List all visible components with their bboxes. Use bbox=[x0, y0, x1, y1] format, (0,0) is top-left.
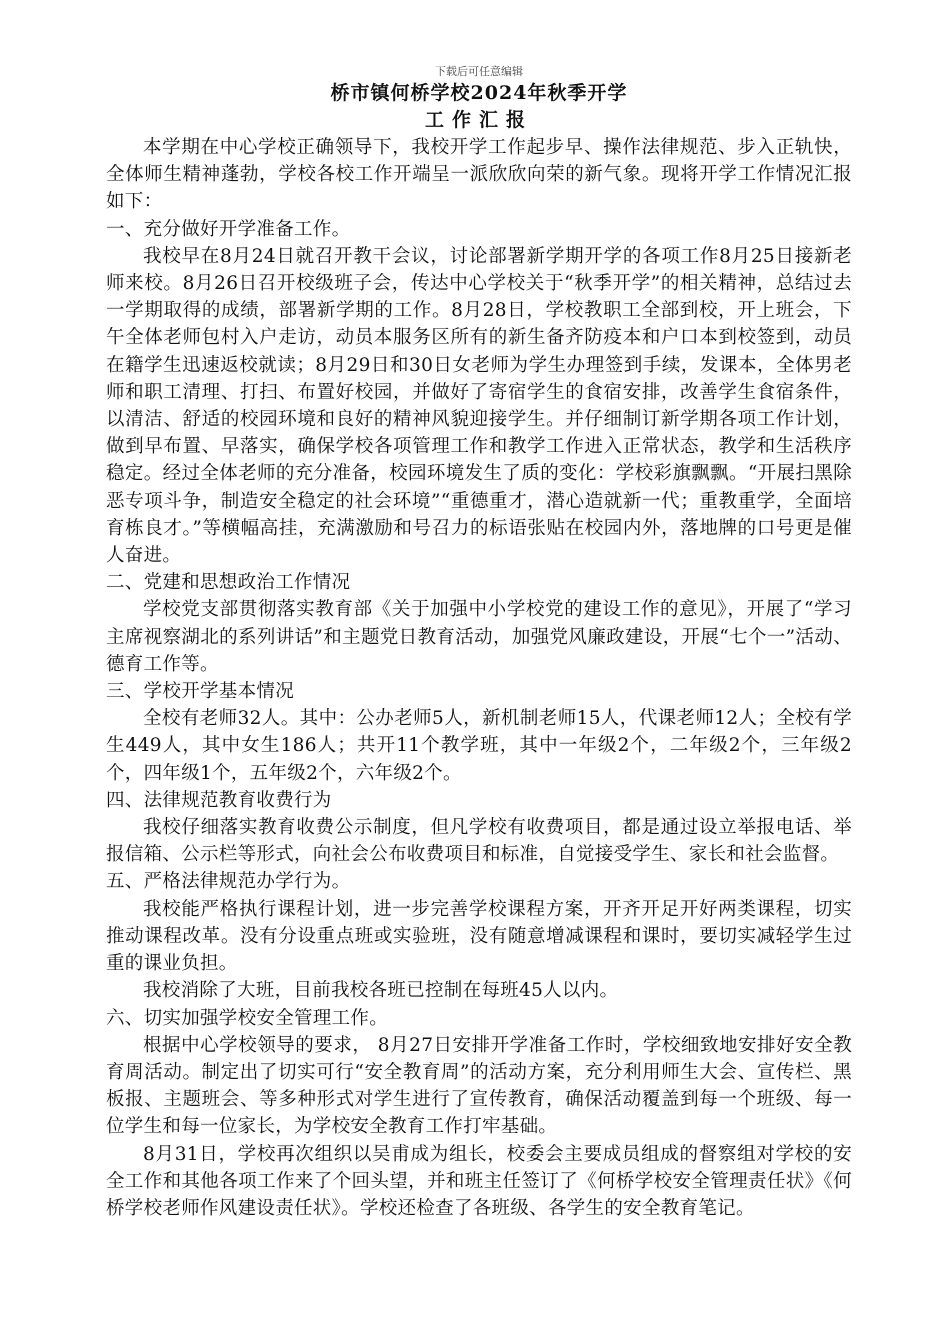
section-heading-5: 五、严格法律规范办学行为。 bbox=[106, 871, 351, 893]
section-1-paragraph: 我校早在8月24日就召开教干会议，讨论部署新学期开学的各项工作8月25日接新老师来校。8月26日召开校级班子会，传达中心学校关于“秋季开学”的相关精神，总结过去一学期取得的成绩，部署新学期的工作。8月28日，学校教职工全部到校，开上班会，下午全体老师包村入户走访，动员本服务区所有的新生备齐防疫本和户口本到校签到，动员在籍学生迅速返校就读；8月29日和30日女老师为学生办理签到手续，发课本，全体男老师和职工清理、打扫、布置好校园，并做好了寄宿学生的食宿安排，改善学生食宿条件，以清洁、舒适的校园环境和良好的精神风貌迎接学生。并仔细制订新学期各项工作计划，做到早布置、早落实，确保学校各项管理工作和教学工作进入正常状态，教学和生活秩序稳定。经过全体老师的充分准备，校园环境发生了质的变化：学校彩旗飘飘。“开展扫黑除恶专项斗争，制造安全稳定的社会环境”“重德重才，潜心造就新一代；重教重学，全面培育栋良才。”等横幅高挂，充满激励和号召力的标语张贴在校园内外，落地牌的口号更是催人奋进。 bbox=[106, 245, 852, 567]
document-title: 桥市镇何桥学校2024年秋季开学 bbox=[330, 82, 628, 104]
section-heading-1: 一、充分做好开学准备工作。 bbox=[106, 218, 351, 240]
section-heading-4: 四、法律规范教育收费行为 bbox=[106, 789, 332, 811]
section-6-paragraph-1: 根据中心学校领导的要求， 8月27日安排开学准备工作时，学校细致地安排好安全教育周活动。制定出了切实可行“安全教育周”的活动方案，充分利用师生大会、宣传栏、黑板报、主题班会、等多种形式对学生进行了宣传教育，确保活动覆盖到每一个班级、每一位学生和每一位家长，为学校安全教育工作打牢基础。 bbox=[106, 1034, 852, 1138]
section-6-paragraph-2: 8月31日，学校再次组织以吴甫成为组长，校委会主要成员组成的督察组对学校的安全工作和其他各项工作来了个回头望，并和班主任签订了《何桥学校安全管理责任状》《何桥学校老师作风建设责任状》。学校还检查了各班级、各学生的安全教育笔记。 bbox=[106, 1143, 852, 1219]
section-heading-2: 二、党建和思想政治工作情况 bbox=[106, 572, 351, 594]
document-body bbox=[106, 134, 852, 1222]
section-heading-6: 六、切实加强学校安全管理工作。 bbox=[106, 1007, 389, 1029]
download-note: 下载后可任意编辑 bbox=[435, 65, 523, 78]
document-subtitle: 工作汇报 bbox=[424, 109, 533, 131]
intro-paragraph: 本学期在中心学校正确领导下，我校开学工作起步早、操作法律规范、步入正轨快，全体师生精神蓬勃，学校各校工作开端呈一派欣欣向荣的新气象。现将开学工作情况汇报如下： bbox=[106, 137, 852, 213]
section-3-paragraph: 全校有老师32人。其中：公办老师5人，新机制老师15人，代课老师12人；全校有学生449人，其中女生186人；共开11个教学班，其中一年级2个，二年级2个，三年级2个，四年级1个，五年级2个，六年级2个。 bbox=[106, 708, 852, 784]
section-5-paragraph-1: 我校能严格执行课程计划，进一步完善学校课程方案，开齐开足开好两类课程，切实推动课程改革。没有分设重点班或实验班，没有随意增减课程和课时，要切实减轻学生过重的课业负担。 bbox=[106, 898, 852, 975]
document-page bbox=[106, 64, 852, 1222]
section-5-paragraph-2: 我校消除了大班，目前我校各班已控制在每班45人以内。 bbox=[143, 980, 619, 1002]
section-4-paragraph: 我校仔细落实教育收费公示制度，但凡学校有收费项目，都是通过设立举报电话、举报信箱、公示栏等形式，向社会公布收费项目和标准，自觉接受学生、家长和社会监督。 bbox=[106, 817, 852, 866]
section-heading-3: 三、学校开学基本情况 bbox=[106, 681, 295, 703]
section-2-paragraph: 学校党支部贯彻落实教育部《关于加强中小学校党的建设工作的意见》，开展了“学习主席视察湖北的系列讲话”和主题党日教育活动，加强党风廉政建设，开展“七个一”活动、德育工作等。 bbox=[106, 599, 852, 675]
